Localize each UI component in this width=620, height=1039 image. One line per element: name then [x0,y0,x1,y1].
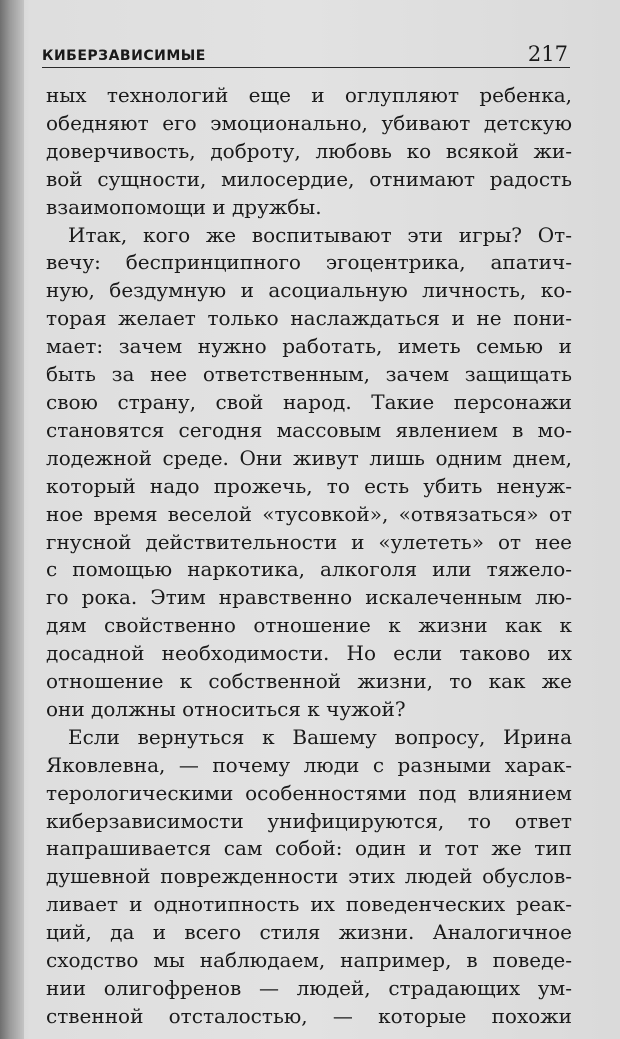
text-line: терологическими особенностями под влиянием [46,780,572,805]
page-number: 217 [527,42,568,66]
text-line: дям свойственно отношение к жизни как к [46,613,572,638]
text-line: ций, да и всего стиля жизни. Аналогичное [46,920,572,945]
header-rule [42,67,570,68]
paragraph [46,222,572,724]
text-line: ных технологий еще и оглупляют ребенка, [46,83,572,107]
text-line: гнусной действительности и «улететь» от нее [46,529,572,554]
paragraph [46,724,572,1031]
text-line: отношение к собственной жизни, то как же [46,669,572,694]
text-line: вой сущности, милосердие, отнимают радость [46,166,572,191]
text-line: ственной отсталостью, — которые похожи [46,1003,572,1028]
text-line: доверчивость, доброту, любовь ко всякой жи- [46,138,572,163]
text-line: душевной поврежденности этих людей обуслов- [46,864,572,889]
text-line: ную, бездумную и асоциальную личность, ко- [46,278,572,303]
text-line: нии олигофренов — людей, страдающих ум- [46,976,572,1000]
text-line: вечу: беспринципного эгоцентрика, апатич- [46,250,572,275]
text-line: с помощью наркотика, алкоголя или тяжело- [46,557,572,582]
text-line: ное время веселой «тусовкой», «отвязаться» от [46,501,572,526]
body-text [46,82,572,1031]
book-spine-shadow [0,0,24,1039]
text-line: досадной необходимости. Но если таково их [46,641,572,666]
text-line: напрашивается сам собой: один и тот же тип [46,836,572,861]
text-line: сходство мы наблюдаем, например, в поведе- [46,948,572,973]
text-line: го рока. Этим нравственно искалеченным лю- [46,585,572,610]
text-line: киберзависимости унифицируются, то ответ [46,808,572,833]
paragraph [46,82,572,222]
text-line: торая желает только наслаждаться и не пони- [46,306,572,331]
running-head: КИБЕРЗАВИСИМЫЕ [42,48,206,64]
text-line: свою страну, свой народ. Такие персонажи [46,389,572,414]
text-line: становятся сегодня массовым явлением в мо- [46,417,572,442]
text-line: обедняют его эмоционально, убивают детскую [46,110,572,135]
text-line: Итак, кого же воспитывают эти игры? От- [68,222,572,247]
text-line: ливает и однотипность их поведенческих реак- [46,892,572,917]
text-line: лодежной среде. Они живут лишь одним днем, [46,445,572,470]
text-line: быть за нее ответственным, зачем защищать [46,362,572,387]
text-line: взаимопомощи и дружбы. [46,194,322,219]
text-line: Если вернуться к Вашему вопросу, Ирина [68,724,572,749]
text-line: который надо прожечь, то есть убить ненуж- [46,473,572,498]
text-line: Яковлевна, — почему люди с разными харак- [46,752,572,777]
page-header [42,30,570,68]
text-line: они должны относиться к чужой? [46,696,406,721]
text-line: мает: зачем нужно работать, иметь семью и [46,334,572,359]
